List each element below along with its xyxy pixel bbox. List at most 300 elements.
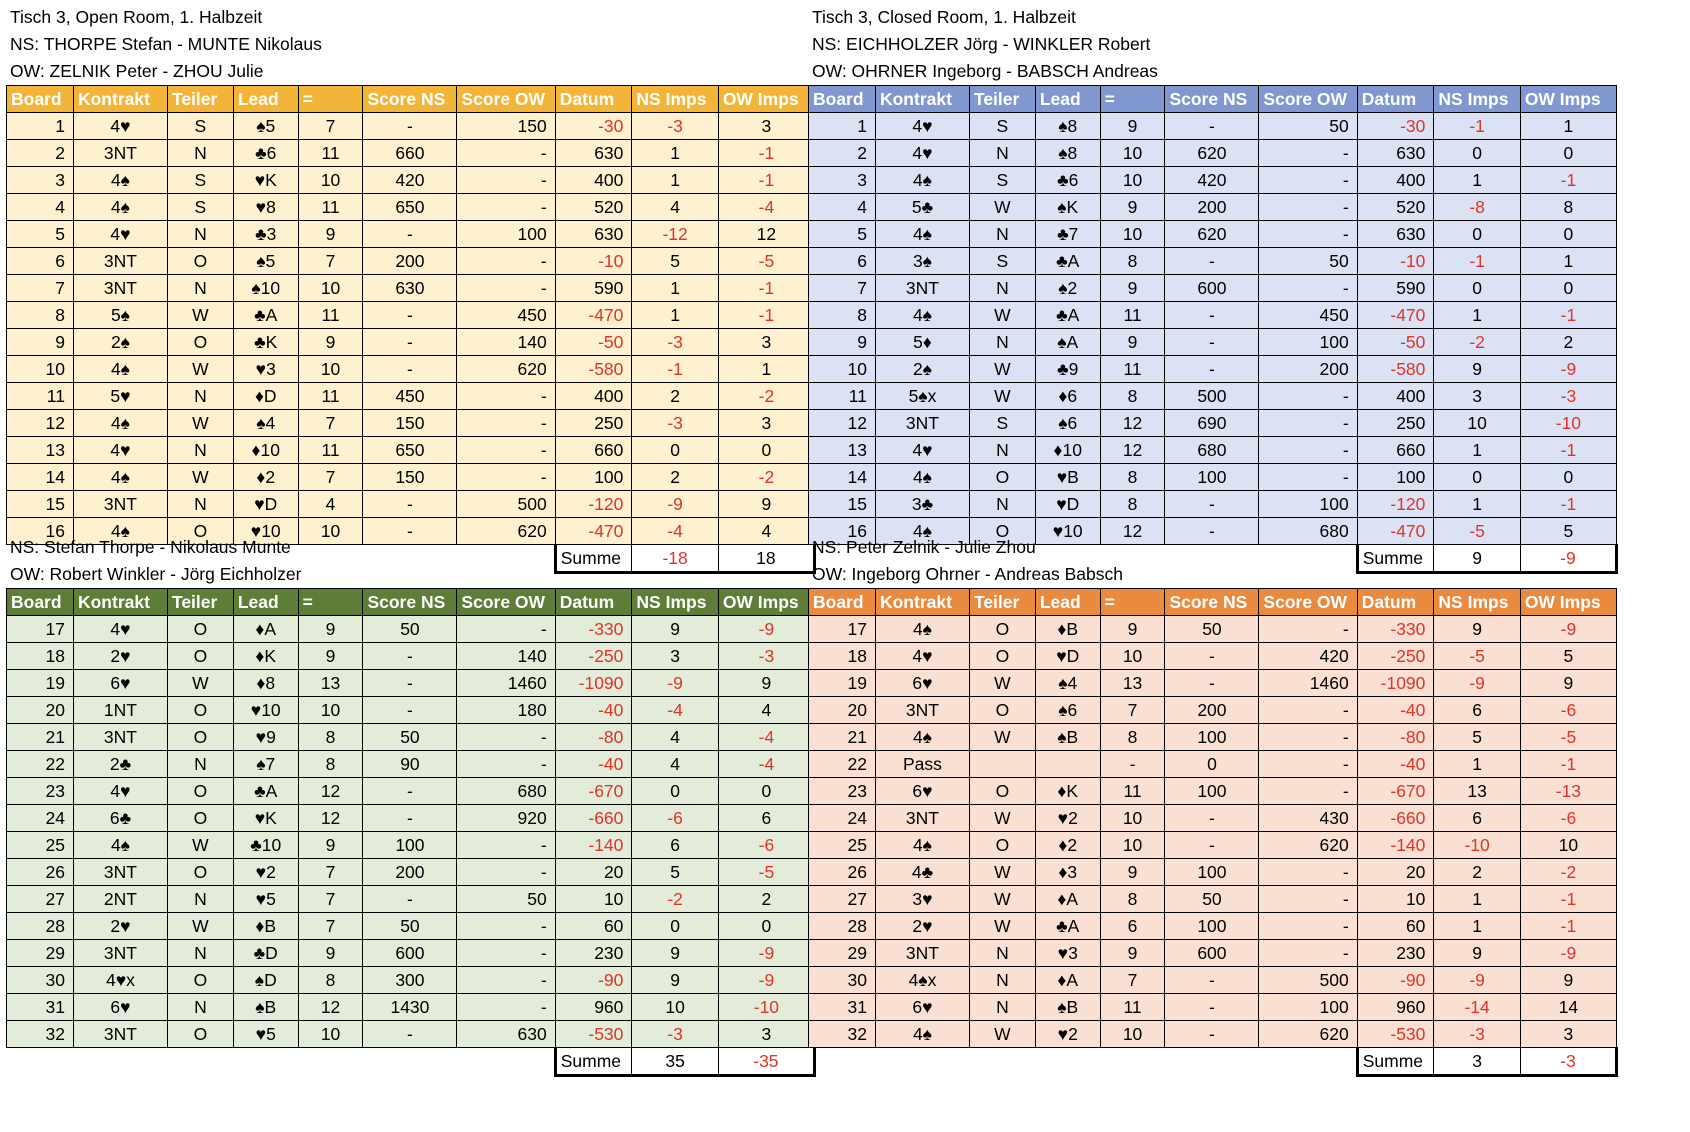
cell-tricks: 11 [1100,778,1165,805]
cell-ow-imps: -6 [718,832,814,859]
cell-ow-imps: -4 [718,751,814,778]
table-row [7,697,815,724]
cell-ow-imps: 6 [718,805,814,832]
cell-lead: ♦8 [233,670,298,697]
cell-board: 7 [809,275,876,302]
cell-datum: -80 [555,724,632,751]
cell-ow-imps: 14 [1520,994,1616,1021]
cell-dealer: S [167,167,233,194]
cell-board: 5 [809,221,876,248]
cell-ns-imps: 0 [632,778,718,805]
cell-contract: 4♠ [73,356,167,383]
cell-tricks: 8 [298,724,363,751]
cell-datum: 10 [555,886,632,913]
cell-score-ow: 140 [457,643,555,670]
cell-score-ns: - [1165,670,1259,697]
cell-dealer: O [167,805,233,832]
cell-lead: ♥5 [233,1021,298,1048]
cell-ns-imps: 1 [632,167,718,194]
cell-board: 8 [7,302,74,329]
cell-datum: -140 [555,832,632,859]
cell-board: 8 [809,302,876,329]
cell-contract: 3NT [73,1021,167,1048]
cell-score-ns: 600 [1165,275,1259,302]
cell-ow-imps: 3 [718,1021,814,1048]
cell-score-ow: 500 [1259,967,1357,994]
sum-label: Summe [1357,545,1434,573]
cell-score-ow: 680 [457,778,555,805]
cell-score-ow: 50 [457,886,555,913]
cell-lead: ♥2 [1035,1021,1100,1048]
cell-score-ow: 100 [457,221,555,248]
cell-board: 2 [809,140,876,167]
cell-ow-imps: 0 [1520,464,1616,491]
cell-board: 9 [7,329,74,356]
cell-ns-imps: 9 [632,967,718,994]
cell-ns-imps: 9 [1434,356,1520,383]
cell-dealer: O [167,859,233,886]
cell-board: 32 [809,1021,876,1048]
cell-ns-imps: -3 [1434,1021,1520,1048]
cell-board: 22 [7,751,74,778]
cell-board: 19 [809,670,876,697]
cell-ow-imps: -9 [1520,356,1616,383]
cell-score-ns: - [1165,518,1259,545]
cell-datum: -50 [555,329,632,356]
cell-ns-imps: 6 [1434,805,1520,832]
cell-contract: 2♠ [875,356,969,383]
cell-score-ow: - [1259,616,1357,643]
cell-ow-imps: -10 [1520,410,1616,437]
cell-score-ow: - [457,140,555,167]
cell-datum: -40 [1357,751,1434,778]
cell-contract: Pass [875,751,969,778]
cell-ow-imps: -2 [718,464,814,491]
ns-pair: NS: Peter Zelnik - Julie Zhou [812,537,1036,557]
cell-score-ow: 500 [457,491,555,518]
cell-lead: ♥9 [233,724,298,751]
cell-score-ns: 150 [363,410,457,437]
cell-score-ow: 620 [1259,1021,1357,1048]
cell-ns-imps: 2 [1434,859,1520,886]
cell-board: 32 [7,1021,74,1048]
cell-contract: 3NT [875,697,969,724]
cell-ow-imps: -5 [718,248,814,275]
cell-score-ow: - [1259,275,1357,302]
cell-score-ow: 100 [1259,994,1357,1021]
column-header-lead: Lead [233,589,298,616]
cell-dealer: W [969,859,1035,886]
cell-dealer: O [969,518,1035,545]
cell-contract: 4♥ [875,643,969,670]
header-row [809,86,1617,113]
cell-ow-imps: 9 [718,670,814,697]
table-row [809,616,1617,643]
cell-dealer [969,751,1035,778]
table-row [809,751,1617,778]
cell-score-ns: - [363,329,457,356]
cell-board: 17 [7,616,74,643]
column-header-contract: Kontrakt [73,86,167,113]
cell-tricks: 7 [298,248,363,275]
cell-ow-imps: -2 [1520,859,1616,886]
cell-board: 12 [7,410,74,437]
cell-dealer: W [969,1021,1035,1048]
ns-pair: NS: EICHHOLZER Jörg - WINKLER Robert [812,34,1151,54]
cell-score-ns: - [363,491,457,518]
cell-ns-imps: -3 [632,1021,718,1048]
cell-datum: -530 [1357,1021,1434,1048]
cell-board: 12 [809,410,876,437]
cell-lead: ♠2 [1035,275,1100,302]
table-row [809,194,1617,221]
cell-board: 16 [7,518,74,545]
cell-ns-imps: 0 [632,913,718,940]
cell-lead: ♥10 [1035,518,1100,545]
table-row [7,778,815,805]
cell-ow-imps: 0 [718,913,814,940]
cell-dealer: W [969,805,1035,832]
cell-dealer: N [969,940,1035,967]
cell-lead: ♥K [233,805,298,832]
cell-datum: -40 [555,697,632,724]
score-table [808,85,1618,574]
table-row [7,464,815,491]
cell-lead: ♣9 [1035,356,1100,383]
cell-board: 3 [7,167,74,194]
cell-lead: ♣6 [233,140,298,167]
cell-tricks: 7 [298,410,363,437]
cell-score-ns: - [363,302,457,329]
table-row [809,859,1617,886]
cell-score-ow: - [1259,383,1357,410]
cell-board: 26 [809,859,876,886]
cell-contract: 4♠ [875,221,969,248]
cell-datum: 520 [1357,194,1434,221]
cell-datum: -30 [555,113,632,140]
cell-datum: -330 [555,616,632,643]
sum-label: Summe [1357,1048,1434,1076]
cell-contract: 3NT [875,940,969,967]
cell-board: 27 [809,886,876,913]
cell-lead: ♠B [1035,724,1100,751]
cell-ns-imps: 10 [1434,410,1520,437]
table-row [7,194,815,221]
column-header-dealer: Teiler [167,86,233,113]
cell-ow-imps: 0 [718,437,814,464]
cell-datum: -140 [1357,832,1434,859]
cell-tricks: 7 [298,913,363,940]
cell-board: 24 [7,805,74,832]
sum-row [809,1048,1617,1076]
cell-datum: -470 [1357,518,1434,545]
cell-lead: ♦K [233,643,298,670]
cell-tricks: 10 [1100,805,1165,832]
column-header-datum: Datum [555,589,632,616]
cell-ns-imps: -3 [632,113,718,140]
cell-ns-imps: 9 [632,940,718,967]
cell-dealer: O [969,464,1035,491]
cell-lead: ♦K [1035,778,1100,805]
cell-lead: ♥10 [233,518,298,545]
cell-score-ns: 680 [1165,437,1259,464]
cell-contract: 4♠ [73,410,167,437]
cell-dealer: W [969,913,1035,940]
cell-score-ns: 100 [1165,859,1259,886]
cell-score-ns: 600 [1165,940,1259,967]
cell-contract: 6♥ [875,994,969,1021]
cell-datum: 230 [1357,940,1434,967]
cell-ow-imps: 3 [1520,1021,1616,1048]
cell-tricks: 10 [1100,167,1165,194]
cell-ns-imps: -9 [1434,967,1520,994]
cell-board: 25 [7,832,74,859]
table-header-lines [6,534,816,588]
cell-score-ow: - [457,410,555,437]
cell-ow-imps: -4 [718,724,814,751]
table-row [7,383,815,410]
cell-score-ow: - [1259,194,1357,221]
cell-contract: 4♥ [875,437,969,464]
cell-score-ow: 620 [457,518,555,545]
cell-tricks: 12 [1100,518,1165,545]
cell-datum: 630 [1357,140,1434,167]
cell-datum: 400 [1357,383,1434,410]
cell-ow-imps: -1 [1520,913,1616,940]
cell-contract: 6♥ [73,670,167,697]
cell-ow-imps: 0 [1520,221,1616,248]
sum-ow-imps: -9 [1520,545,1616,573]
cell-score-ow: 420 [1259,643,1357,670]
score-table [808,588,1618,1077]
cell-contract: 3NT [73,140,167,167]
cell-contract: 4♠ [875,832,969,859]
cell-board: 27 [7,886,74,913]
cell-datum: -660 [1357,805,1434,832]
cell-ns-imps: -9 [1434,670,1520,697]
ns-pair: NS: THORPE Stefan - MUNTE Nikolaus [10,34,322,54]
sum-row-spacer [7,1048,556,1076]
cell-datum: 250 [555,410,632,437]
cell-contract: 4♥ [73,221,167,248]
cell-score-ow: 450 [457,302,555,329]
column-header-contract: Kontrakt [875,589,969,616]
cell-ns-imps: 1 [632,140,718,167]
cell-contract: 2♥ [875,913,969,940]
cell-tricks: 9 [298,616,363,643]
cell-datum: 400 [555,383,632,410]
table-row [809,832,1617,859]
table-row [809,778,1617,805]
cell-tricks: 6 [1100,913,1165,940]
cell-ow-imps: -9 [1520,616,1616,643]
table-row [809,940,1617,967]
cell-score-ow: 620 [457,356,555,383]
cell-dealer: W [969,724,1035,751]
table-row [7,221,815,248]
cell-ow-imps: -10 [718,994,814,1021]
cell-dealer: O [167,697,233,724]
cell-ow-imps: 3 [718,113,814,140]
cell-board: 9 [809,329,876,356]
cell-lead: ♥K [233,167,298,194]
cell-score-ns: 690 [1165,410,1259,437]
cell-ow-imps: 3 [718,329,814,356]
cell-ns-imps: 1 [1434,751,1520,778]
cell-dealer: N [969,275,1035,302]
cell-score-ns: - [363,886,457,913]
cell-dealer: N [167,437,233,464]
cell-ns-imps: 1 [1434,302,1520,329]
cell-ow-imps: 9 [718,491,814,518]
cell-lead: ♣K [233,329,298,356]
cell-ow-imps: 4 [718,518,814,545]
table-row [7,670,815,697]
cell-contract: 4♣ [875,859,969,886]
cell-lead: ♣A [1035,248,1100,275]
cell-datum: -470 [555,302,632,329]
cell-tricks: 9 [1100,616,1165,643]
cell-score-ns: - [363,518,457,545]
cell-ns-imps: -14 [1434,994,1520,1021]
cell-contract: 4♥ [73,113,167,140]
cell-board: 20 [7,697,74,724]
column-header-score-ow: Score OW [1259,86,1357,113]
cell-ow-imps: -6 [1520,697,1616,724]
cell-contract: 2♥ [73,643,167,670]
cell-board: 5 [7,221,74,248]
cell-score-ow: - [457,859,555,886]
cell-contract: 4♠x [875,967,969,994]
cell-dealer: W [167,670,233,697]
cell-ns-imps: -12 [632,221,718,248]
cell-lead: ♠K [1035,194,1100,221]
cell-score-ns: 50 [1165,616,1259,643]
cell-datum: 630 [555,221,632,248]
cell-tricks: 8 [1100,248,1165,275]
cell-ns-imps: 3 [632,643,718,670]
ow-pair: OW: ZELNIK Peter - ZHOU Julie [10,61,264,81]
cell-score-ns: - [1165,113,1259,140]
cell-score-ns: - [1165,643,1259,670]
cell-board: 17 [809,616,876,643]
cell-score-ow: - [1259,221,1357,248]
cell-dealer: N [969,437,1035,464]
cell-score-ow: 180 [457,697,555,724]
cell-datum: -660 [555,805,632,832]
cell-lead: ♦A [233,616,298,643]
cell-tricks: 9 [1100,859,1165,886]
table-row [809,994,1617,1021]
cell-datum: -10 [555,248,632,275]
cell-contract: 4♠ [875,302,969,329]
cell-tricks: 12 [1100,437,1165,464]
cell-lead [1035,751,1100,778]
cell-lead: ♠5 [233,248,298,275]
cell-datum: -250 [1357,643,1434,670]
table-row [7,140,815,167]
cell-contract: 2♣ [73,751,167,778]
cell-ow-imps: -13 [1520,778,1616,805]
cell-tricks: 8 [1100,464,1165,491]
cell-contract: 3♣ [875,491,969,518]
cell-board: 14 [809,464,876,491]
cell-tricks: 8 [1100,724,1165,751]
sum-ns-imps: 3 [1434,1048,1520,1076]
cell-tricks: 9 [1100,194,1165,221]
cell-dealer: W [969,194,1035,221]
table-row [7,275,815,302]
cell-tricks: 10 [1100,643,1165,670]
cell-score-ns: - [1165,1021,1259,1048]
cell-datum: 400 [1357,167,1434,194]
cell-dealer: O [969,643,1035,670]
cell-score-ow: - [1259,940,1357,967]
cell-score-ow: - [1259,697,1357,724]
cell-dealer: S [969,167,1035,194]
cell-score-ow: 200 [1259,356,1357,383]
cell-datum: 520 [555,194,632,221]
cell-ns-imps: -10 [1434,832,1520,859]
cell-score-ns: - [1165,491,1259,518]
cell-score-ns: 50 [1165,886,1259,913]
cell-dealer: O [167,616,233,643]
cell-datum: 660 [555,437,632,464]
cell-lead: ♠8 [1035,140,1100,167]
table-row [7,724,815,751]
column-header-ow-imps: OW Imps [1520,86,1616,113]
cell-contract: 5♦ [875,329,969,356]
column-header-dealer: Teiler [167,589,233,616]
table-row [7,751,815,778]
cell-dealer: O [167,724,233,751]
cell-tricks: 12 [298,778,363,805]
cell-dealer: W [167,356,233,383]
cell-ow-imps: -1 [718,275,814,302]
cell-dealer: N [167,383,233,410]
table-header-lines [808,534,1618,588]
cell-lead: ♦2 [1035,832,1100,859]
cell-ow-imps: 2 [718,886,814,913]
cell-board: 1 [7,113,74,140]
cell-ns-imps: 0 [1434,464,1520,491]
table-row [809,275,1617,302]
cell-contract: 4♠ [875,616,969,643]
cell-ns-imps: 1 [632,302,718,329]
cell-score-ow: - [457,967,555,994]
table-row [7,805,815,832]
sum-ow-imps: -3 [1520,1048,1616,1076]
sum-ns-imps: 35 [632,1048,718,1076]
cell-tricks: 9 [298,832,363,859]
table-row [809,886,1617,913]
cell-score-ow: - [1259,140,1357,167]
cell-score-ns: - [1165,329,1259,356]
cell-ow-imps: 8 [1520,194,1616,221]
cell-ns-imps: -4 [632,697,718,724]
cell-contract: 3NT [73,859,167,886]
column-header-ow-imps: OW Imps [1520,589,1616,616]
table-row [809,248,1617,275]
cell-lead: ♠B [233,994,298,1021]
cell-datum: 20 [555,859,632,886]
column-header-score-ow: Score OW [1259,589,1357,616]
cell-tricks: 10 [1100,832,1165,859]
table-row [809,383,1617,410]
cell-ns-imps: 1 [1434,437,1520,464]
cell-score-ow: - [1259,751,1357,778]
cell-score-ow: - [1259,859,1357,886]
